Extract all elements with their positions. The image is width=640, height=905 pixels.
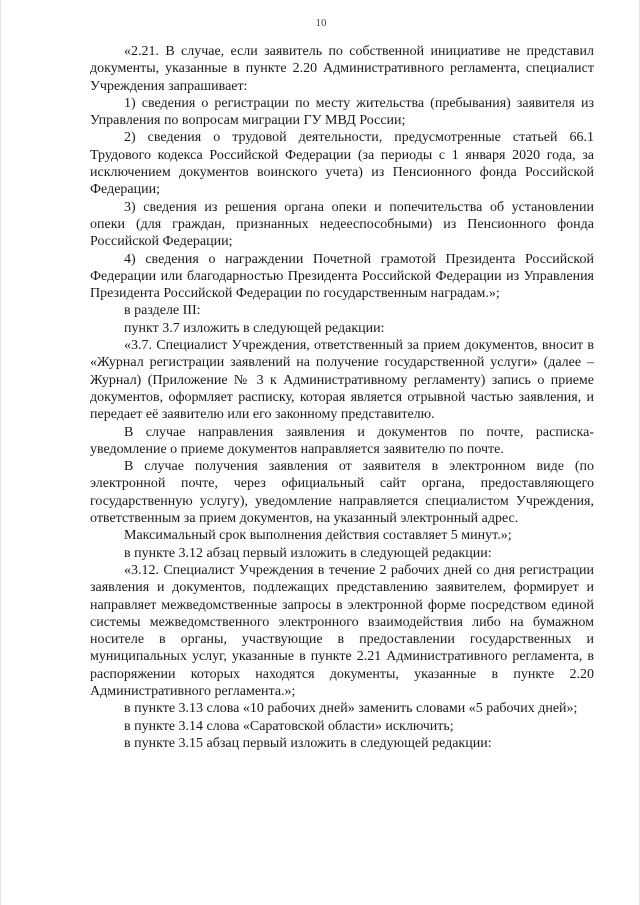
paragraph-3-14: в пункте 3.14 слова «Саратовской области» исключить; [124, 718, 454, 734]
page-number: 10 [315, 17, 327, 29]
paragraph-3-12-intro: в пункте 3.12 абзац первый изложить в следующей редакции: [124, 545, 492, 561]
paragraph-3-7-intro: пункт 3.7 изложить в следующей редакции: [124, 320, 385, 336]
list-item-2: 2) сведения о трудовой деятельности, предусмотренные статьей 66.1 Трудового кодекса Российской Федерации (за периоды с 1 января 2020 года, за исключением документов воинского учета) из Пенсионного фонда Российской Федерации; [90, 130, 594, 198]
list-item-4: 4) сведения о награждении Почетной грамотой Президента Российской Федерации или благодарностью Президента Российской Федерации из Управления Президента Российской Федерации по государственным наградам.»; [90, 251, 594, 302]
paragraph-electronic: В случае получения заявления от заявителя в электронном виде (по электронной почте, через официальный сайт органа, предоставляющего государственную услугу), уведомление направляется специалистом Учреждения, ответственным за прием документов, на указанный электронный адрес. [90, 459, 594, 527]
paragraph-mail: В случае направления заявления и документов по почте, расписка-уведомление о приеме документов направляется заявителю по почте. [90, 424, 594, 457]
section-iii-heading: в разделе III: [124, 303, 201, 319]
document-body [90, 43, 594, 752]
paragraph-3-15: в пункте 3.15 абзац первый изложить в следующей редакции: [124, 735, 492, 751]
paragraph-3-7-text: «3.7. Специалист Учреждения, ответственный за прием документов, вносит в «Журнал регистрации заявлений на получение государственной услуги» (далее – Журнал) (Приложение № 3 к Административному регламенту) запись о приеме документов, оформляет расписку, которая является отрывной частью заявления, и передает её заявителю или его законному представителю. [90, 338, 594, 423]
list-item-3: 3) сведения из решения органа опеки и попечительства об установлении опеки (для граждан, признанных недееспособными) из Пенсионного фонда Российской Федерации; [90, 199, 594, 250]
paragraph-3-12-text: «3.12. Специалист Учреждения в течение 2 рабочих дней со дня регистрации заявления и документов, подлежащих представлению заявителем, формирует и направляет межведомственные запросы в электронной форме посредством единой системы межведомственного электронного взаимодействия либо на бумажном носителе в органы, участвующие в предоставлении государственных и муниципальных услуг, указанные в пункте 2.21 Административного регламента, в распоряжении которых находятся документы, указанные в пункте 2.20 Административного регламента.»; [90, 562, 594, 699]
list-item-1: 1) сведения о регистрации по месту жительства (пребывания) заявителя из Управления по вопросам миграции ГУ МВД России; [90, 95, 594, 129]
paragraph-2-21-intro: «2.21. В случае, если заявитель по собственной инициативе не представил документы, указанные в пункте 2.20 Административного регламента, специалист Учреждения запрашивает: [90, 44, 594, 94]
paragraph-max-time: Максимальный срок выполнения действия составляет 5 минут.»; [124, 528, 512, 544]
paragraph-3-13: в пункте 3.13 слова «10 рабочих дней» заменить словами «5 рабочих дней»; [124, 701, 578, 717]
